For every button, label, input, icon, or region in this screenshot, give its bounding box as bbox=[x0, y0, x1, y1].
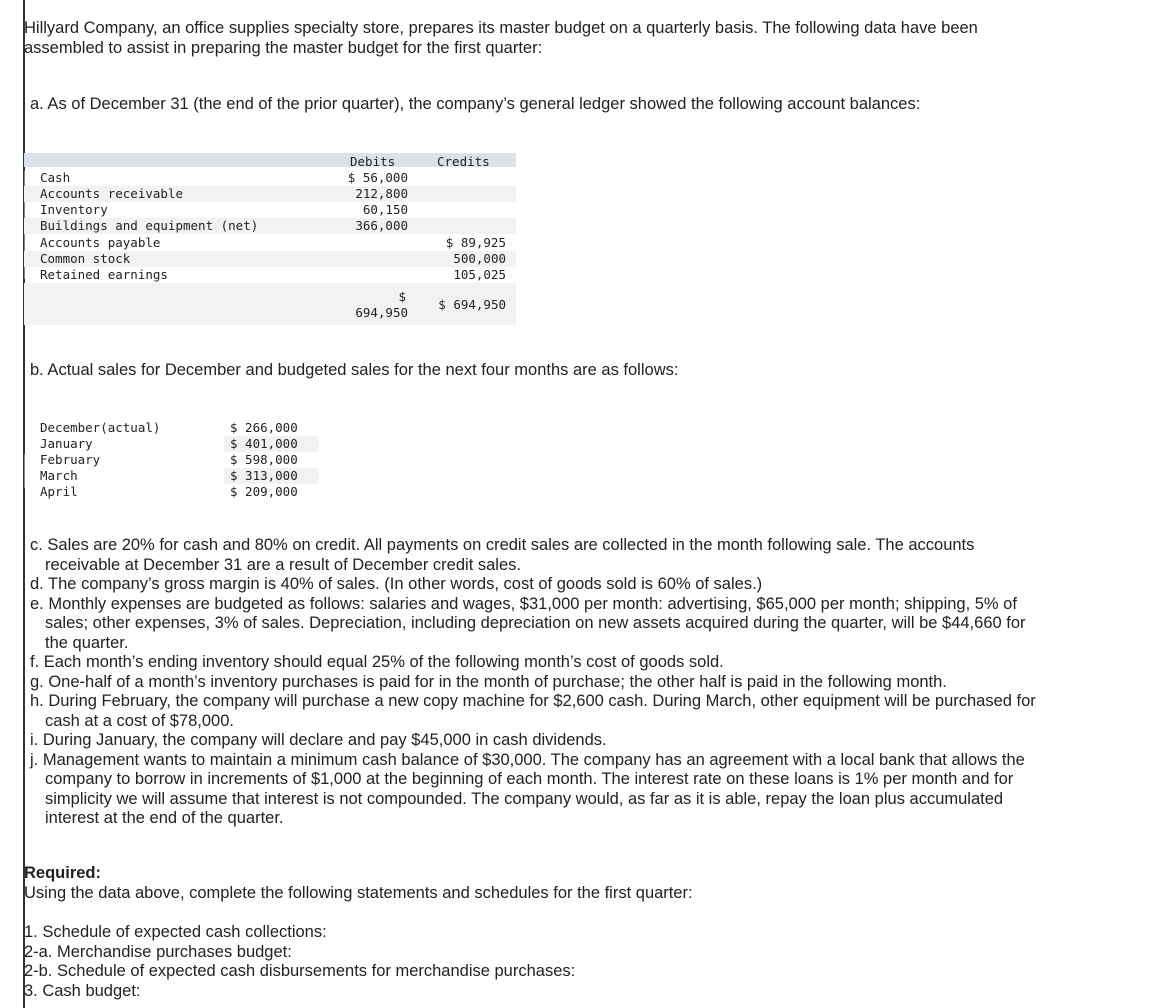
list-item: j. Management wants to maintain a minimum cash balance of $30,000. The company has an agreement with a local bank that allows the company to borrow in increments of $1,000 at the beginning of each month. The interest rate on these loans is 1% per month and for simplicity we will assume that interest is not compounded. The company would, as far as it is able, repay the loan plus accumulated interest at the end of the quarter. bbox=[30, 750, 1025, 827]
account-label: Buildings and equipment (net) bbox=[40, 218, 259, 233]
list-item: 2-b. Schedule of expected cash disbursements for merchandise purchases: bbox=[24, 962, 576, 980]
account-label: Cash bbox=[40, 170, 71, 185]
total-debit-value: 694,950 bbox=[355, 305, 408, 320]
table-row bbox=[24, 202, 516, 218]
total-debit-symbol: $ bbox=[398, 289, 406, 304]
paragraph-b: b. Actual sales for December and budgeted sales for the next four months are as follows: bbox=[30, 361, 679, 379]
table-row bbox=[24, 186, 516, 202]
list-item: e. Monthly expenses are budgeted as follows: salaries and wages, $31,000 per month: advertising, $65,000 per month; shipping, 5% of sales; other expenses, 3% of sales. Depreciation, including depreciation on new assets acquired during the quarter, will be $44,660 for the quarter. bbox=[30, 594, 1026, 652]
month-label: February bbox=[40, 452, 101, 467]
table-row bbox=[24, 420, 319, 436]
table-row bbox=[24, 218, 516, 234]
account-label: Accounts payable bbox=[40, 235, 161, 250]
credit-value: 500,000 bbox=[453, 251, 506, 266]
month-label: March bbox=[40, 468, 78, 483]
debit-value: $ 56,000 bbox=[347, 170, 408, 185]
sales-value: $ 209,000 bbox=[230, 484, 298, 499]
debits-header: Debits bbox=[350, 154, 396, 169]
month-label: January bbox=[40, 436, 93, 451]
list-item: h. During February, the company will purchase a new copy machine for $2,600 cash. During March, other equipment will be purchased for cash at a cost of $78,000. bbox=[30, 692, 1036, 730]
credit-value: 105,025 bbox=[453, 267, 506, 282]
left-border bbox=[23, 0, 25, 1008]
required-text: Using the data above, complete the following statements and schedules for the first quarter: bbox=[24, 883, 693, 902]
debit-value: 212,800 bbox=[355, 186, 408, 201]
total-credit-value: $ 694,950 bbox=[438, 297, 506, 312]
list-item: i. During January, the company will declare and pay $45,000 in cash dividends. bbox=[30, 731, 607, 749]
debit-value: 60,150 bbox=[362, 202, 408, 217]
list-item: f. Each month’s ending inventory should equal 25% of the following month’s cost of goods sold. bbox=[30, 653, 724, 671]
list-item: d. The company’s gross margin is 40% of sales. (In other words, cost of goods sold is 60% of sales.) bbox=[30, 575, 763, 593]
required-list bbox=[24, 923, 575, 1001]
paragraph-a: a. As of December 31 (the end of the prior quarter), the company’s general ledger showed the following account balances: bbox=[30, 95, 921, 113]
list-item: 2-a. Merchandise purchases budget: bbox=[24, 942, 292, 961]
required-title: Required: bbox=[24, 864, 102, 882]
month-label: April bbox=[40, 484, 78, 499]
ledger-total-row bbox=[24, 283, 516, 325]
credit-value: $ 89,925 bbox=[445, 235, 506, 250]
ledger-table bbox=[24, 153, 516, 325]
table-row bbox=[24, 436, 319, 452]
sales-table bbox=[24, 420, 319, 502]
month-label: December(actual) bbox=[40, 420, 161, 435]
table-row bbox=[24, 484, 319, 500]
list-item: g. One-half of a month’s inventory purchases is paid for in the month of purchase; the other half is paid in the following month. bbox=[30, 672, 947, 691]
list-item: 1. Schedule of expected cash collections: bbox=[24, 923, 327, 941]
account-label: Accounts receivable bbox=[40, 186, 183, 201]
sales-value: $ 266,000 bbox=[230, 420, 298, 435]
table-row bbox=[24, 452, 319, 468]
debit-value: 366,000 bbox=[355, 218, 408, 233]
table-row bbox=[24, 468, 319, 484]
table-row bbox=[24, 170, 516, 186]
required-section bbox=[24, 864, 693, 903]
sales-value: $ 401,000 bbox=[230, 436, 298, 451]
account-label: Inventory bbox=[40, 202, 108, 217]
account-label: Retained earnings bbox=[40, 267, 168, 282]
list-item: c. Sales are 20% for cash and 80% on credit. All payments on credit sales are collected in the month following sale. The accounts receivable at December 31 are a result of December credit sales. bbox=[30, 536, 975, 574]
table-row bbox=[24, 235, 516, 251]
table-row bbox=[24, 267, 516, 283]
sales-value: $ 313,000 bbox=[230, 468, 298, 483]
sales-value: $ 598,000 bbox=[230, 452, 298, 467]
intro-paragraph: Hillyard Company, an office supplies specialty store, prepares its master budget on a quarterly basis. The following data have been assembled to assist in preparing the master budget for the first quarter: bbox=[24, 19, 978, 57]
assumptions-list bbox=[30, 536, 1040, 829]
account-label: Common stock bbox=[40, 251, 131, 266]
credits-header: Credits bbox=[437, 154, 490, 169]
list-item: 3. Cash budget: bbox=[24, 981, 141, 1000]
table-row bbox=[24, 251, 516, 267]
